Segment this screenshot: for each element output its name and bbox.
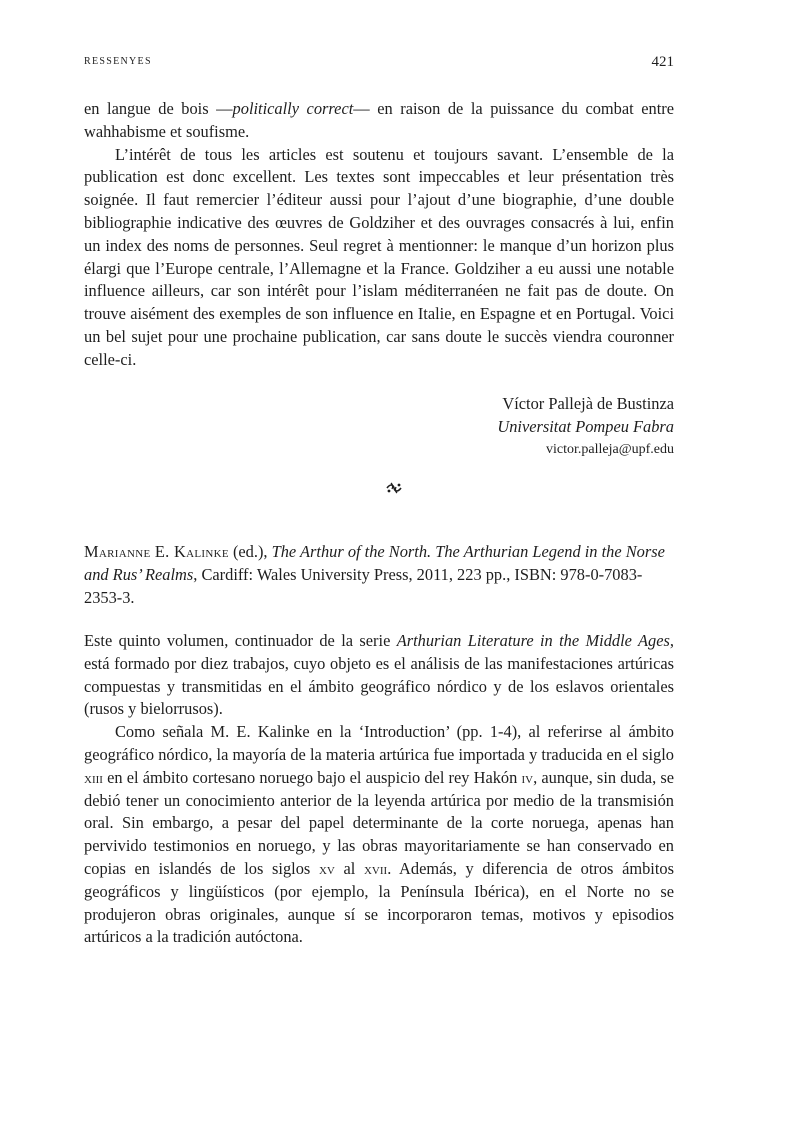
book-author: Marianne E. Kalinke <box>84 542 229 561</box>
series-title: Arthurian Literature in the Middle Ages <box>396 631 670 650</box>
paragraph-text: Como señala M. E. Kalinke en la ‘Introduction’ (pp. 1-4), al referirse al ámbito geográfico nórdico, la mayoría de la materia artúrica fue importada y traducida en el siglo <box>84 722 674 764</box>
book-title: The Arthur of the North. The Arthurian Legend in the Norse and Rus’ Realms <box>84 542 665 584</box>
reviewer-name: Víctor Pallejà de Bustinza <box>502 394 674 413</box>
book-citation <box>84 541 674 609</box>
italic-phrase: politically correct <box>232 99 354 118</box>
review-paragraph <box>84 98 674 144</box>
paragraph-text: en langue de bois — <box>84 99 233 118</box>
century-numeral: xiii <box>84 767 103 787</box>
paragraph-text: al <box>334 858 364 878</box>
century-numeral: xvii <box>363 858 388 878</box>
publication-details: , Cardiff: Wales University Press, 2011, 223 pp., ISBN: 978-0-7083-2353-3. <box>84 564 643 607</box>
review-continuation <box>84 98 674 372</box>
regnal-numeral: iv <box>521 767 534 787</box>
century-numeral: xv <box>318 858 335 878</box>
running-head <box>84 54 674 74</box>
reviewer-email: victor.palleja@upf.edu <box>546 441 674 457</box>
paragraph-text: en el ámbito cortesano noruego bajo el auspicio del rey Hakón <box>102 767 522 787</box>
section-label: RESSENYES <box>84 56 152 67</box>
editor-note: (ed.), <box>228 542 272 561</box>
paragraph-text: , está formado por diez trabajos, cuyo objeto es el análisis de las manifestaciones artúricas compuestas y transmitidas en el ámbito geográfico nórdico y de los eslavos orientales (rusos y bielorrusos). <box>84 631 674 719</box>
paragraph-text: Este quinto volumen, continuador de la serie <box>84 631 397 650</box>
review-paragraph: L’intérêt de tous les articles est soutenu et toujours savant. L’ensemble de la publication est donc excellent. Les textes sont impeccables et leur présentation très soignée. Il faut remercier l’éditeur aussi pour l’ajout d’une biographie, d’une double bibliographie indicative des œuvres de Goldziher et des ouvrages consacrés à lui, enfin un index des noms de personnes. Seul regret à mentionner: le manque d’un horizon plus élargi que l’Europe centrale, l’Allemagne et la France. Goldziher a eu aussi une notable influence ailleurs, car son intérêt pour l’islam méditerranéen ne fait pas de doute. On trouve aisément des exemples de son influence en Italie, en Espagne et en Portugal. Voici un bel sujet pour une prochaine publication, car sans doute le succès viendra couronner celle-ci. <box>84 144 674 369</box>
paragraph-text: — en raison de la puissance du combat entre wahhabisme et soufisme. <box>84 99 674 141</box>
paragraph-text: . Además, y diferencia de otros ámbitos geográficos y lingüísticos (por ejemplo, la Península Ibérica), en el Norte no se produjeron obras originales, aunque sí se incorporaron temas, motivos y episodios artúricos a la tradición autóctona. <box>84 858 674 947</box>
citation-text <box>84 541 674 609</box>
paragraph-text: , aunque, sin duda, se debió tener un conocimiento anterior de la leyenda artúrica por medio de la transmisión oral. Sin embargo, a pesar del papel determinante de la corte noruega, apenas han pervivido testimonios en noruego, y las obras mayoritariamente se han conservado en copias en islandés de los siglos <box>84 767 674 878</box>
review-paragraph <box>84 630 674 721</box>
review-signature <box>84 393 674 461</box>
fleuron-icon <box>386 481 402 495</box>
reviewer-affiliation: Universitat Pompeu Fabra <box>497 416 674 436</box>
section-ornament <box>0 481 787 501</box>
page-number: 421 <box>651 54 674 70</box>
review-body <box>84 630 674 949</box>
review-paragraph <box>84 721 674 949</box>
